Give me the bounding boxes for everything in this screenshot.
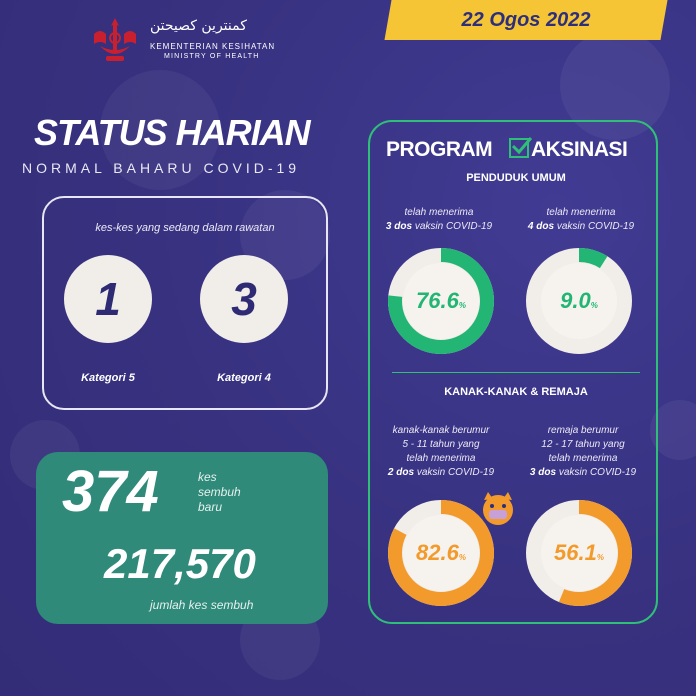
caption-line: telah menerima	[406, 453, 476, 464]
category-5-label: Kategori 5	[81, 372, 135, 384]
ministry-name-ms: KEMENTERIAN KESIHATAN	[150, 42, 276, 51]
new-recovered-value: 374	[62, 459, 159, 524]
page-subtitle: NORMAL BAHARU COVID-19	[22, 160, 301, 176]
program-title-right: AKSINASI	[531, 138, 628, 161]
category-4-count: 3	[200, 255, 288, 343]
caption-line: 2 dos vaksin COVID-19	[387, 467, 495, 478]
caption-line: telah menerima	[546, 207, 616, 218]
report-date: 22 Ogos 2022	[461, 9, 591, 31]
caption-line: telah menerima	[548, 453, 618, 464]
new-recovered-label-1: kes	[198, 470, 217, 484]
caption-line: 3 dos vaksin COVID-19	[529, 467, 637, 478]
treatment-caption: kes-kes yang sedang dalam rawatan	[95, 222, 275, 234]
caption-line: 4 dos vaksin COVID-19	[527, 221, 635, 232]
ministry-name-en: MINISTRY OF HEALTH	[164, 53, 260, 60]
program-title-left: PROGRAM	[386, 138, 493, 161]
section-children-youth: KANAK-KANAK & REMAJA	[444, 386, 588, 398]
children-caption	[374, 424, 508, 480]
dose3-value: 76.6%	[416, 288, 466, 313]
total-recovered-value: 217,570	[104, 540, 256, 587]
category-5-count: 1	[64, 255, 152, 343]
section-general-population: PENDUDUK UMUM	[466, 172, 566, 184]
checkmark-icon	[509, 138, 529, 158]
dose4-caption	[516, 206, 646, 234]
children-value: 82.6%	[416, 540, 466, 565]
caption-line: 5 - 11 tahun yang	[402, 439, 480, 450]
category-4-label: Kategori 4	[217, 372, 271, 384]
caption-line: 3 dos vaksin COVID-19	[385, 221, 493, 232]
cat-mascot-icon	[478, 490, 518, 530]
total-recovered-label: jumlah kes sembuh	[150, 598, 254, 612]
caption-line: kanak-kanak berumur	[392, 425, 490, 436]
new-recovered-label-2: sembuh	[198, 485, 241, 499]
new-recovered-label-3: baru	[198, 500, 223, 514]
caption-line: 12 - 17 tahun yang	[541, 439, 625, 450]
caption-line: telah menerima	[404, 207, 474, 218]
ministry-jawi: كمنترين كصيحتن	[150, 18, 247, 34]
dose3-caption	[374, 206, 504, 234]
youth-caption	[516, 424, 650, 480]
dose4-value: 9.0%	[560, 288, 598, 313]
caption-line: remaja berumur	[547, 425, 619, 436]
crest-logo	[86, 14, 144, 66]
youth-value: 56.1%	[554, 540, 604, 565]
section-divider	[392, 372, 640, 373]
page-title: STATUS HARIAN	[34, 112, 310, 153]
